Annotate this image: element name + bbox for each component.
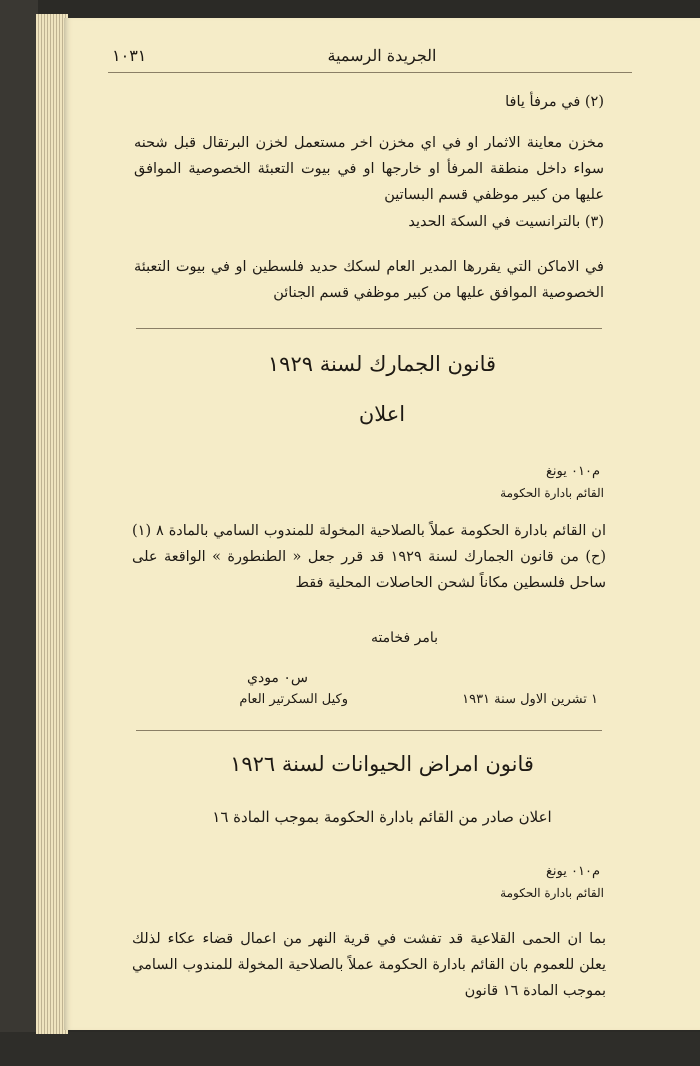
section-divider-2 [136, 730, 602, 731]
customs-officer: القائم بادارة الحكومة [500, 486, 604, 500]
item-3-heading: (٣) بالترانسيت في السكة الحديد [408, 214, 604, 230]
customs-date: ١ تشرين الاول سنة ١٩٣١ [462, 692, 598, 707]
animal-ref: م٠١٠ يونغ [545, 864, 600, 879]
customs-body: ان القائم بادارة الحكومة عملاً بالصلاحية المخولة للمندوب السامي بالمادة ٨ (١) (ح) من قانون الجمارك لسنة ١٩٢٩ قد قرر جعل « الطنطورة » الواقعة على ساحل فلسطين مكاناً لشحن الحاصلات المحلية فقط [132, 523, 606, 591]
customs-by-order: بامر فخامته [370, 630, 438, 646]
book-cover-left [0, 0, 38, 1066]
animal-officer: القائم بادارة الحكومة [500, 886, 604, 900]
customs-law-title: قانون الجمارك لسنة ١٩٢٩ [267, 352, 497, 376]
item-3-paragraph: في الاماكن التي يقررها المدير العام لسكك حديد فلسطين او في بيوت التعبئة الخصوصية الموافق عليها من كبير موظفي قسم الجنائن [134, 259, 604, 301]
book-cover-bottom [0, 1032, 700, 1066]
page-number: ١٠٣١ [112, 46, 147, 65]
customs-signer-title: وكيل السكرتير العام [239, 692, 348, 707]
customs-signer-name: س٠ مودي [247, 670, 308, 686]
animal-law-title: قانون امراض الحيوانات لسنة ١٩٢٦ [230, 752, 534, 776]
item-2-heading: (٢) في مرفأ يافا [505, 94, 604, 110]
page-title: الجريدة الرسمية [327, 46, 437, 65]
item-2-paragraph: مخزن معاينة الاثمار او في اي مخزن اخر مستعمل لخزن البرتقال قبل شحنه سواء داخل منطقة المرفأ او خارجها او في بيوت التعبئة الخصوصية الموافق عليها من كبير موظفي قسم البساتين [134, 135, 604, 203]
section-divider-1 [136, 328, 602, 329]
animal-body: بما ان الحمى القلاعية قد تفشت في قرية النهر من اعمال قضاء عكاء لذلك يعلن للعموم بان القائم بادارة الحكومة عملاً بالصلاحية المخولة للمندوب السامي بموجب المادة ١٦ قانون [132, 931, 606, 999]
header-rule [108, 72, 632, 73]
document-page [64, 18, 700, 1030]
animal-notice-subtitle: اعلان صادر من القائم بادارة الحكومة بموجب المادة ١٦ [212, 808, 552, 826]
customs-ref: م٠١٠ يونغ [545, 464, 600, 479]
customs-notice-title: اعلان [358, 402, 406, 426]
